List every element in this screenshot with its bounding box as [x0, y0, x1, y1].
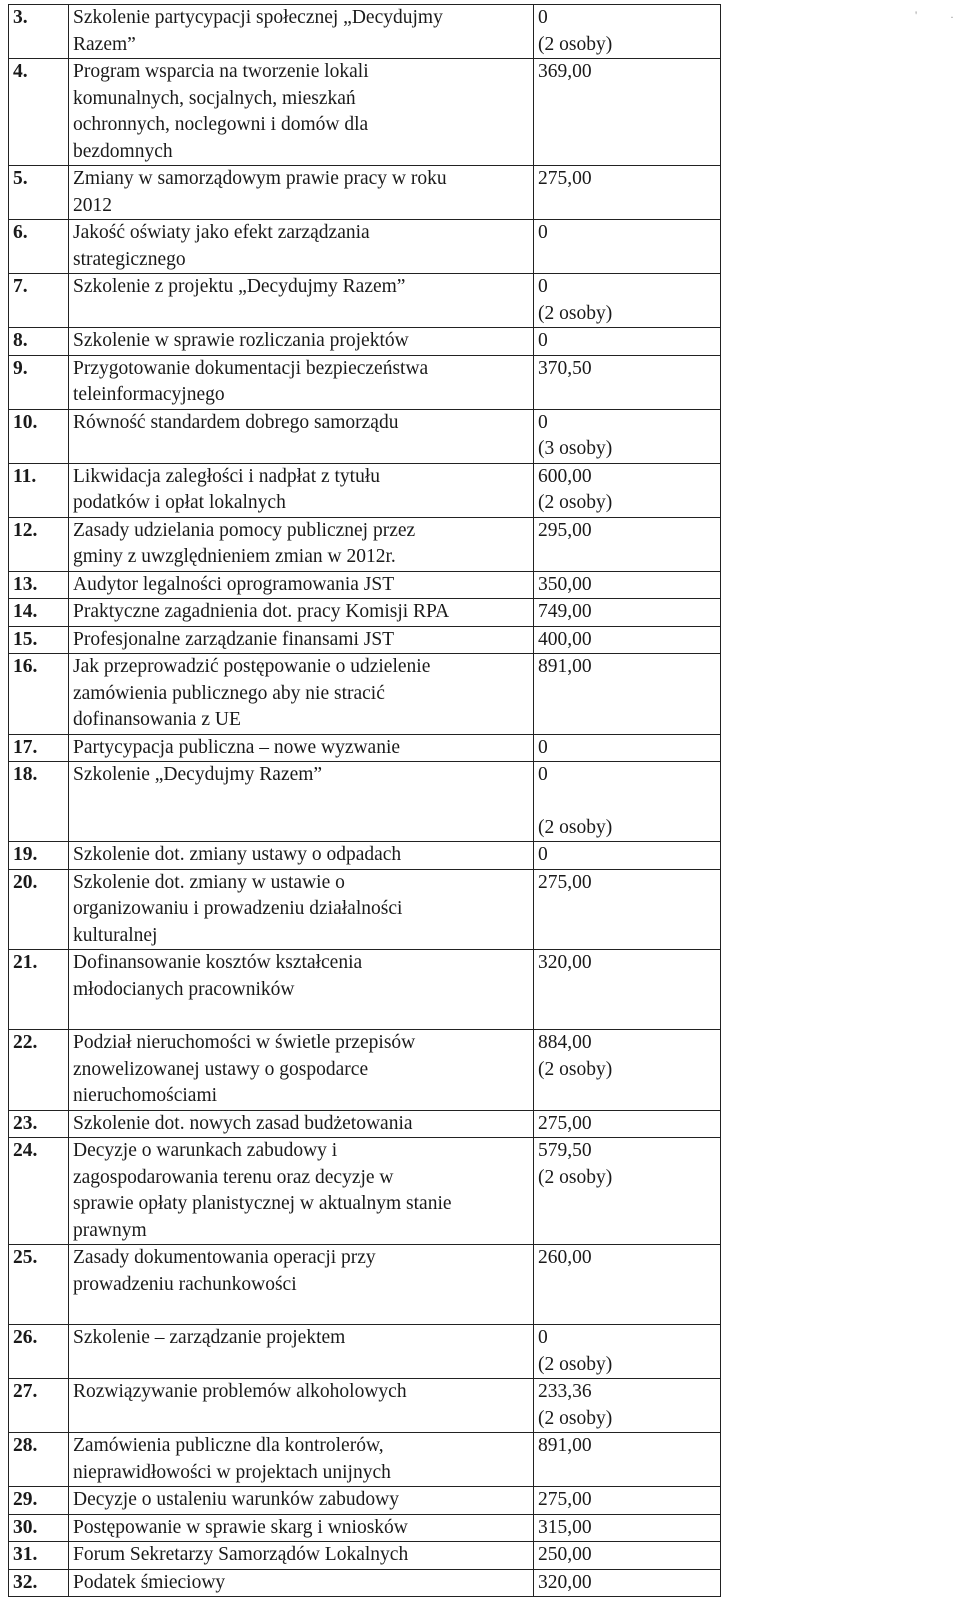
table-row [9, 1433, 721, 1487]
training-title-cell [69, 1110, 534, 1138]
training-title-line: Rozwiązywanie problemów alkoholowych [73, 1381, 407, 1402]
training-title-line: strategicznego [73, 248, 186, 270]
training-title-cell [69, 1514, 534, 1542]
table-row [9, 1569, 721, 1597]
training-title-line: podatków i opłat lokalnych [73, 492, 286, 513]
cost-cell [534, 571, 721, 599]
participants-note: (3 osoby) [538, 438, 613, 459]
training-title-line: prawnym [73, 1219, 147, 1241]
table-row [9, 166, 721, 220]
table-row [9, 626, 721, 654]
table-row [9, 734, 721, 762]
training-title-cell [69, 220, 534, 274]
cost-value: 400,00 [538, 628, 592, 650]
cost-cell [534, 1487, 721, 1515]
cost-cell [534, 1325, 721, 1379]
cost-value: 275,00 [538, 1489, 592, 1510]
cost-value: 350,00 [538, 573, 592, 595]
training-title-cell [69, 1433, 534, 1487]
cost-value: 884,00 [538, 1032, 592, 1053]
table-row [9, 1030, 721, 1111]
row-number: 17. [9, 734, 69, 762]
cost-value: 320,00 [538, 952, 592, 973]
cost-value: 275,00 [538, 1112, 592, 1134]
training-title-line: Decyzje o warunkach zabudowy i [73, 1140, 338, 1161]
participants-note: (2 osoby) [538, 1166, 613, 1188]
training-title-cell [69, 517, 534, 571]
training-title-line: Decyzje o ustaleniu warunków zabudowy [73, 1489, 399, 1510]
cost-cell [534, 59, 721, 166]
blank-line [73, 1003, 529, 1029]
cost-value: 0 [538, 764, 548, 785]
participants-note: (2 osoby) [538, 302, 613, 324]
row-number: 7. [9, 274, 69, 328]
row-number: 13. [9, 571, 69, 599]
blank-line [73, 1298, 529, 1324]
participants-note: (2 osoby) [538, 492, 613, 513]
cost-cell [534, 517, 721, 571]
training-title-line: Podział nieruchomości w świetle przepisów [73, 1032, 416, 1053]
training-title-line: Program wsparcia na tworzenie lokali [73, 61, 369, 82]
training-title-line: Szkolenie dot. zmiany ustawy o odpadach [73, 844, 402, 865]
row-number: 8. [9, 328, 69, 356]
training-title-cell [69, 869, 534, 950]
row-number: 22. [9, 1030, 69, 1111]
cost-cell [534, 734, 721, 762]
row-number: 10. [9, 409, 69, 463]
cost-cell [534, 762, 721, 842]
training-title-cell [69, 571, 534, 599]
cost-cell [534, 1110, 721, 1138]
training-title-line: sprawie opłaty planistycznej w aktualnym stanie [73, 1193, 452, 1214]
scan-speck: · [950, 10, 954, 24]
table-row [9, 869, 721, 950]
cost-value: 275,00 [538, 871, 592, 893]
cost-value: 0 [538, 330, 548, 351]
cost-value: 600,00 [538, 465, 592, 487]
training-title-line: Szkolenie dot. nowych zasad budżetowania [73, 1112, 413, 1134]
training-title-cell [69, 1030, 534, 1111]
training-title-line: Szkolenie w sprawie rozliczania projektów [73, 330, 409, 351]
cost-cell [534, 166, 721, 220]
cost-cell [534, 409, 721, 463]
scan-speck: ' [915, 8, 918, 22]
row-number: 19. [9, 842, 69, 870]
training-title-line: 2012 [73, 194, 112, 216]
table-row [9, 1542, 721, 1570]
cost-value: 295,00 [538, 519, 592, 541]
table-row [9, 762, 721, 842]
row-number: 29. [9, 1487, 69, 1515]
cost-cell [534, 1514, 721, 1542]
blank-line [538, 789, 716, 815]
row-number: 21. [9, 950, 69, 1030]
table-row [9, 599, 721, 627]
cost-value: 250,00 [538, 1544, 592, 1565]
cost-cell [534, 1138, 721, 1245]
row-number: 14. [9, 599, 69, 627]
cost-cell [534, 328, 721, 356]
training-title-cell [69, 842, 534, 870]
training-title-line: Profesjonalne zarządzanie finansami JST [73, 628, 395, 650]
training-title-line: nieprawidłowości w projektach unijnych [73, 1461, 391, 1483]
training-title-line: kulturalnej [73, 924, 158, 946]
training-title-line: Przygotowanie dokumentacji bezpieczeństwa [73, 357, 429, 379]
training-title-cell [69, 328, 534, 356]
cost-cell [534, 599, 721, 627]
row-number: 25. [9, 1245, 69, 1325]
row-number: 28. [9, 1433, 69, 1487]
cost-value: 275,00 [538, 168, 592, 189]
cost-value: 0 [538, 411, 548, 433]
participants-note: (2 osoby) [538, 1058, 613, 1080]
training-title-line: Jakość oświaty jako efekt zarządzania [73, 222, 370, 243]
training-title-line: Dofinansowanie kosztów kształcenia [73, 952, 363, 973]
table-row [9, 409, 721, 463]
cost-value: 891,00 [538, 656, 592, 677]
training-title-line: gminy z uwzględnieniem zmian w 2012r. [73, 546, 396, 567]
row-number: 32. [9, 1569, 69, 1597]
training-title-line: komunalnych, socjalnych, mieszkań [73, 87, 356, 109]
row-number: 24. [9, 1138, 69, 1245]
training-title-cell [69, 1245, 534, 1325]
cost-value: 0 [538, 1327, 548, 1348]
training-title-cell [69, 599, 534, 627]
cost-cell [534, 1569, 721, 1597]
table-row [9, 5, 721, 59]
training-title-line: ochronnych, noclegowni i domów dla [73, 114, 369, 135]
table-row [9, 950, 721, 1030]
table-row [9, 654, 721, 735]
cost-cell [534, 1030, 721, 1111]
training-title-line: Szkolenie dot. zmiany w ustawie o [73, 871, 345, 893]
cost-cell [534, 626, 721, 654]
training-title-line: Zamówienia publiczne dla kontrolerów, [73, 1435, 384, 1456]
cost-cell [534, 1433, 721, 1487]
training-title-line: dofinansowania z UE [73, 709, 241, 730]
table-row [9, 1379, 721, 1433]
training-costs-table [8, 4, 721, 1597]
training-title-cell [69, 1542, 534, 1570]
training-title-line: zamówienia publicznego aby nie stracić [73, 682, 385, 704]
cost-cell [534, 869, 721, 950]
training-title-line: Podatek śmieciowy [73, 1571, 226, 1593]
training-title-line: Zmiany w samorządowym prawie pracy w roku [73, 168, 447, 189]
training-title-cell [69, 1325, 534, 1379]
cost-cell [534, 5, 721, 59]
cost-cell [534, 950, 721, 1030]
row-number: 6. [9, 220, 69, 274]
row-number: 4. [9, 59, 69, 166]
training-title-cell [69, 734, 534, 762]
row-number: 30. [9, 1514, 69, 1542]
training-title-cell [69, 5, 534, 59]
cost-value: 370,50 [538, 357, 592, 379]
table-row [9, 355, 721, 409]
participants-note: (2 osoby) [538, 816, 613, 838]
training-title-cell [69, 463, 534, 517]
training-title-line: Szkolenie z projektu „Decydujmy Razem” [73, 276, 406, 297]
row-number: 12. [9, 517, 69, 571]
cost-cell [534, 220, 721, 274]
row-number: 18. [9, 762, 69, 842]
cost-value: 0 [538, 7, 548, 28]
row-number: 3. [9, 5, 69, 59]
training-title-line: Forum Sekretarzy Samorządów Lokalnych [73, 1544, 409, 1565]
cost-value: 749,00 [538, 601, 592, 622]
training-title-line: Równość standardem dobrego samorządu [73, 411, 399, 433]
row-number: 15. [9, 626, 69, 654]
row-number: 5. [9, 166, 69, 220]
cost-value: 369,00 [538, 61, 592, 82]
table-row [9, 1245, 721, 1325]
participants-note: (2 osoby) [538, 1353, 613, 1375]
cost-value: 0 [538, 844, 548, 865]
row-number: 9. [9, 355, 69, 409]
row-number: 23. [9, 1110, 69, 1138]
training-title-cell [69, 950, 534, 1030]
cost-cell [534, 1542, 721, 1570]
training-title-cell [69, 626, 534, 654]
row-number: 16. [9, 654, 69, 735]
training-title-cell [69, 59, 534, 166]
training-title-line: Szkolenie partycypacji społecznej „Decydujmy [73, 7, 443, 28]
table-row [9, 1325, 721, 1379]
row-number: 20. [9, 869, 69, 950]
cost-cell [534, 654, 721, 735]
training-title-line: bezdomnych [73, 140, 173, 162]
training-title-line: Likwidacja zaległości i nadpłat z tytułu [73, 465, 381, 487]
cost-value: 579,50 [538, 1140, 592, 1161]
table-row [9, 571, 721, 599]
table-row [9, 842, 721, 870]
table-row [9, 517, 721, 571]
cost-cell [534, 1245, 721, 1325]
training-title-cell [69, 1138, 534, 1245]
participants-note: (2 osoby) [538, 33, 613, 55]
table-row [9, 59, 721, 166]
cost-value: 260,00 [538, 1247, 592, 1268]
training-title-line: Zasady dokumentowania operacji przy [73, 1247, 376, 1268]
cost-cell [534, 463, 721, 517]
row-number: 26. [9, 1325, 69, 1379]
training-title-line: młodocianych pracowników [73, 978, 295, 1000]
table-row [9, 1138, 721, 1245]
cost-cell [534, 355, 721, 409]
training-title-line: prowadzeniu rachunkowości [73, 1273, 297, 1295]
table-row [9, 328, 721, 356]
training-title-line: Partycypacja publiczna – nowe wyzwanie [73, 736, 401, 758]
training-title-line: Szkolenie – zarządzanie projektem [73, 1327, 346, 1348]
training-title-line: nieruchomościami [73, 1085, 218, 1106]
table-row [9, 1514, 721, 1542]
training-title-cell [69, 166, 534, 220]
cost-value: 891,00 [538, 1435, 592, 1456]
training-title-cell [69, 1379, 534, 1433]
training-title-line: Jak przeprowadzić postępowanie o udzielenie [73, 656, 431, 677]
row-number: 31. [9, 1542, 69, 1570]
training-title-cell [69, 1487, 534, 1515]
training-title-line: teleinformacyjnego [73, 384, 225, 405]
training-title-cell [69, 1569, 534, 1597]
cost-value: 315,00 [538, 1516, 592, 1538]
cost-value: 0 [538, 222, 548, 243]
table-row [9, 1110, 721, 1138]
training-title-cell [69, 355, 534, 409]
row-number: 27. [9, 1379, 69, 1433]
training-title-line: znowelizowanej ustawy o gospodarce [73, 1058, 369, 1080]
cost-cell [534, 1379, 721, 1433]
training-title-cell [69, 762, 534, 842]
table-row [9, 463, 721, 517]
training-title-line: zagospodarowania terenu oraz decyzje w [73, 1166, 394, 1188]
table-row [9, 1487, 721, 1515]
row-number: 11. [9, 463, 69, 517]
table-row [9, 220, 721, 274]
training-title-line: Audytor legalności oprogramowania JST [73, 573, 395, 595]
training-title-cell [69, 654, 534, 735]
cost-value: 233,36 [538, 1381, 592, 1402]
training-title-cell [69, 274, 534, 328]
table-body [9, 5, 721, 1597]
training-title-line: organizowaniu i prowadzeniu działalności [73, 898, 403, 919]
cost-value: 0 [538, 736, 548, 758]
training-title-line: Postępowanie w sprawie skarg i wniosków [73, 1516, 408, 1538]
participants-note: (2 osoby) [538, 1407, 613, 1429]
table-row [9, 274, 721, 328]
training-title-cell [69, 409, 534, 463]
cost-cell [534, 842, 721, 870]
training-title-line: Praktyczne zagadnienia dot. pracy Komisji RPA [73, 601, 450, 622]
training-title-line: Razem” [73, 33, 136, 55]
training-title-line: Zasady udzielania pomocy publicznej przez [73, 519, 416, 541]
training-title-line: Szkolenie „Decydujmy Razem” [73, 764, 323, 785]
cost-cell [534, 274, 721, 328]
cost-value: 320,00 [538, 1571, 592, 1593]
cost-value: 0 [538, 276, 548, 297]
